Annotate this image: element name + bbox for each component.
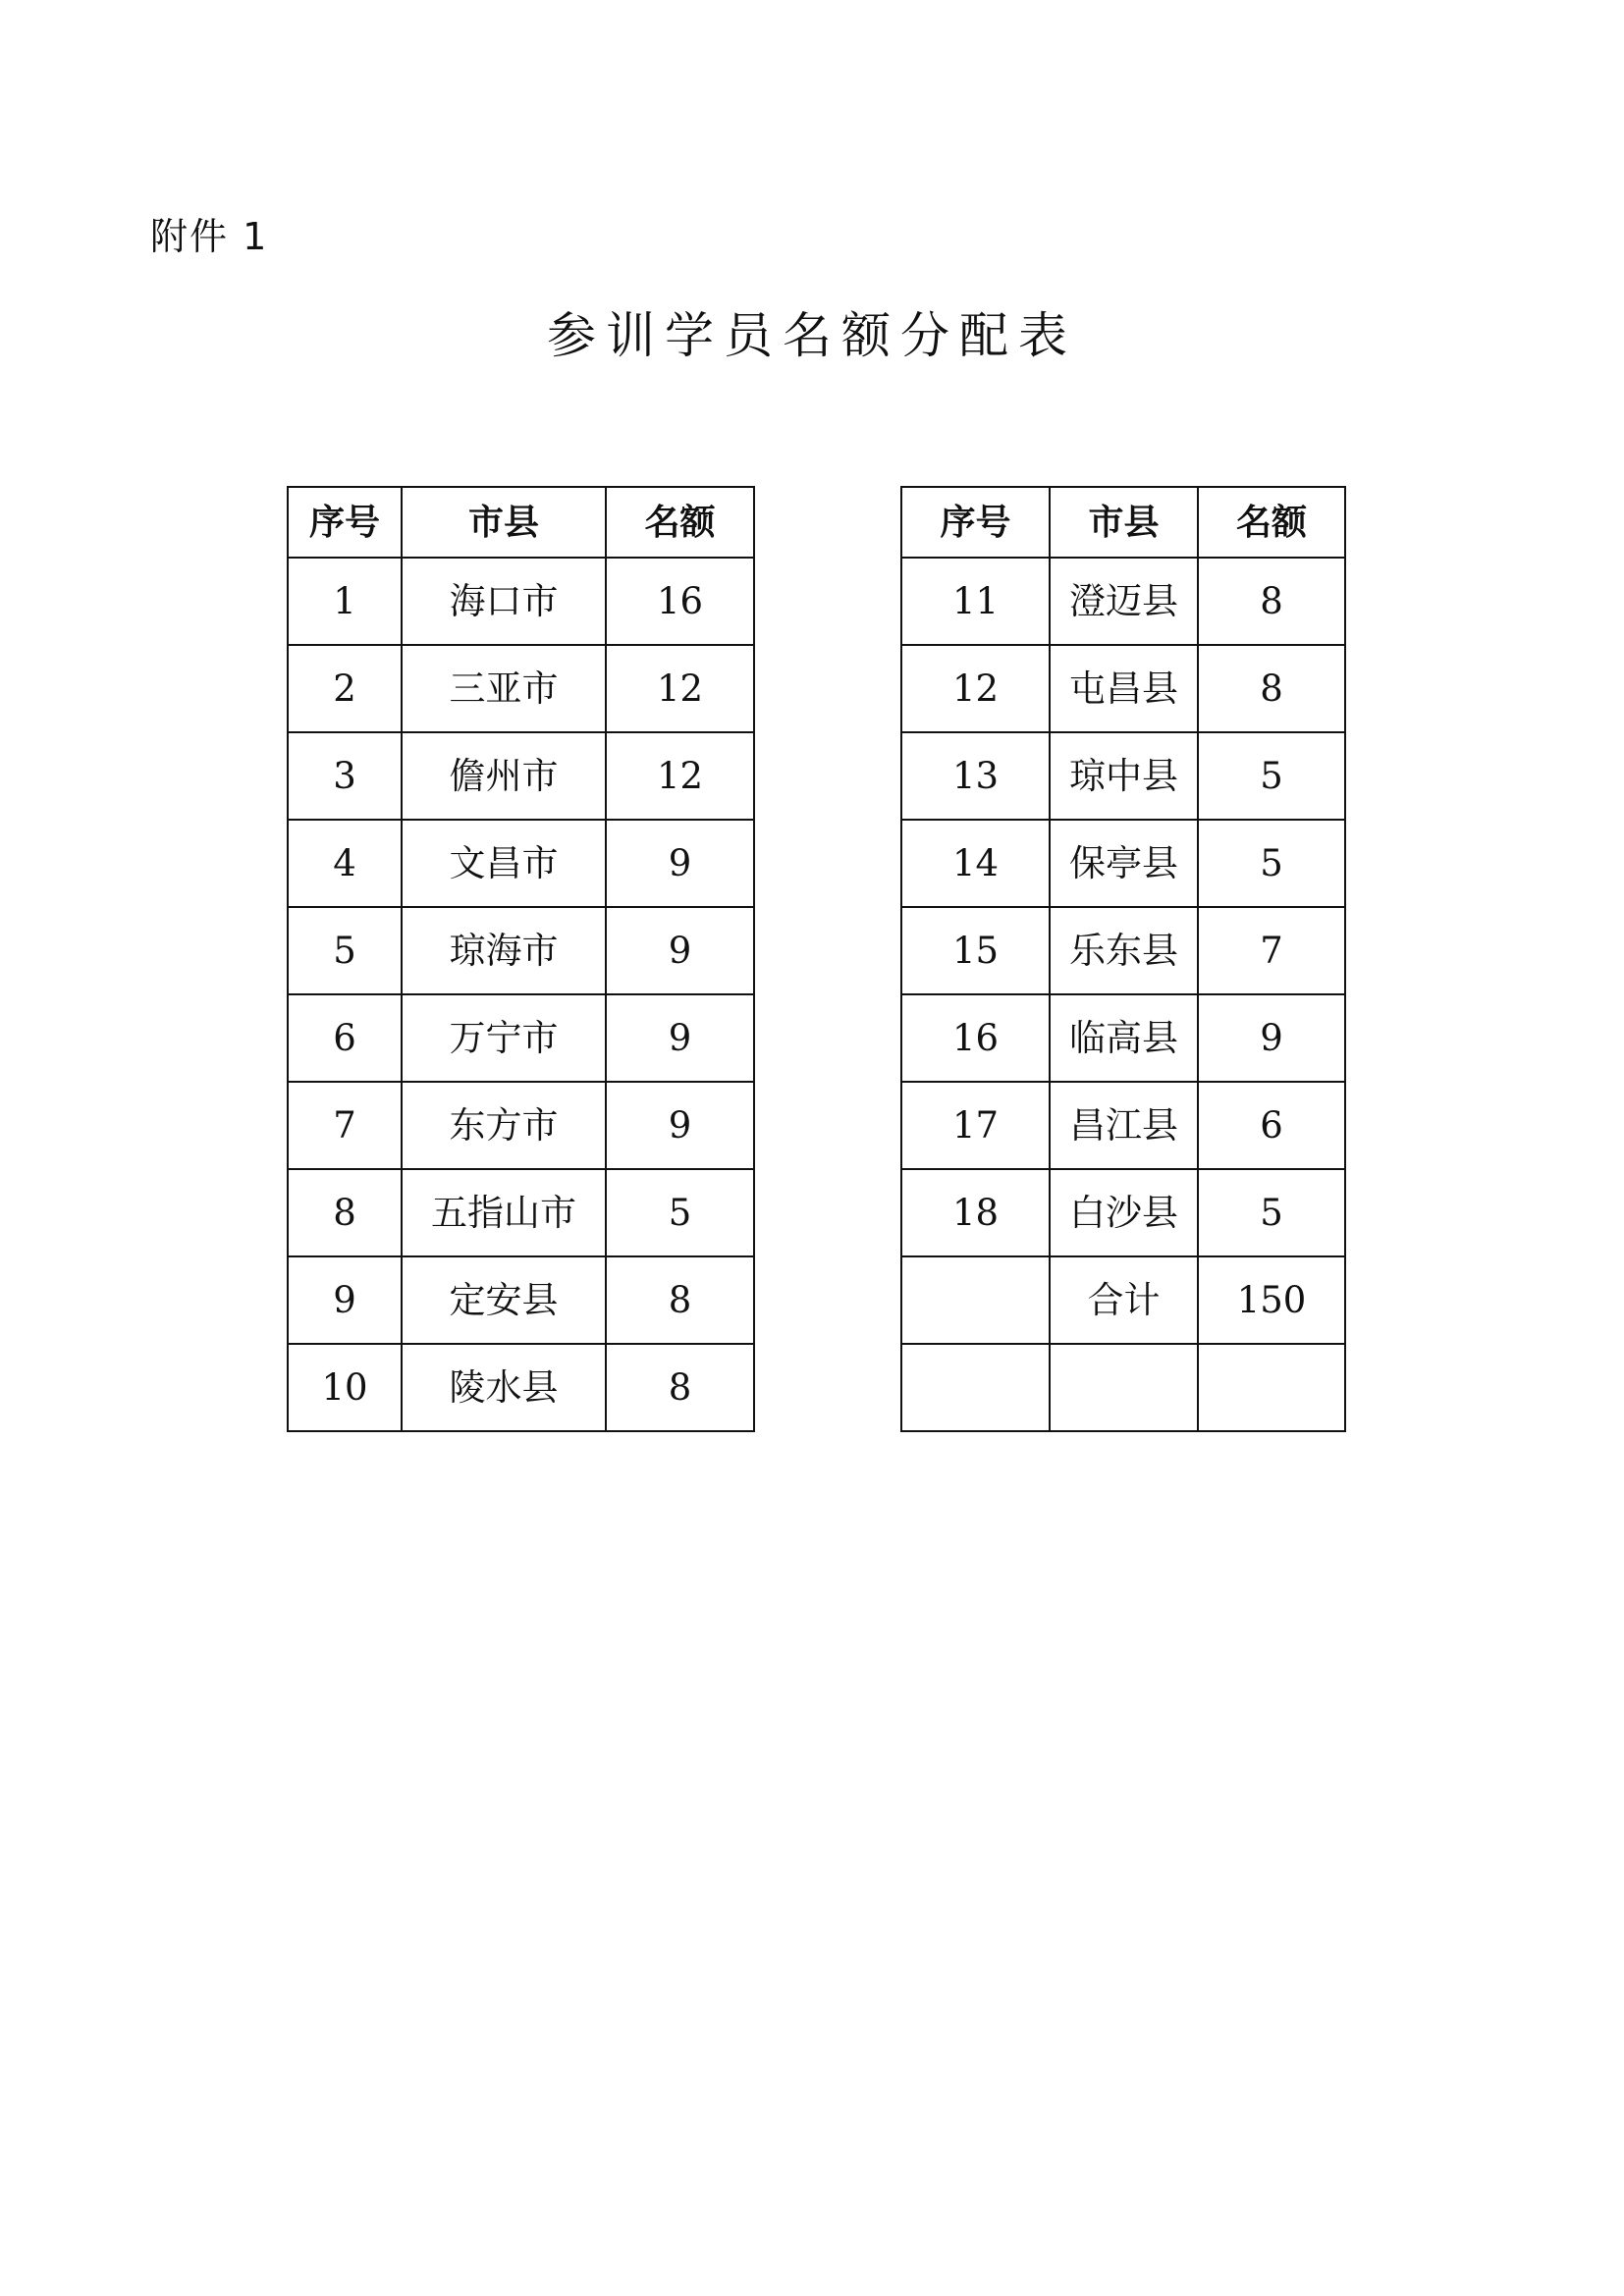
table-row — [288, 1169, 754, 1256]
cell-county: 琼海市 — [402, 907, 606, 994]
table-header-row — [901, 487, 1345, 558]
cell-seq: 5 — [288, 907, 402, 994]
cell-quota: 8 — [1198, 558, 1345, 645]
cell-county: 海口市 — [402, 558, 606, 645]
table-row — [901, 1082, 1345, 1169]
header-county: 市县 — [402, 487, 606, 558]
cell-county: 三亚市 — [402, 645, 606, 732]
cell-seq: 4 — [288, 820, 402, 907]
cell-county: 白沙县 — [1050, 1169, 1198, 1256]
cell-empty — [901, 1344, 1050, 1431]
cell-county: 文昌市 — [402, 820, 606, 907]
cell-county: 五指山市 — [402, 1169, 606, 1256]
table-row — [288, 994, 754, 1082]
cell-seq: 10 — [288, 1344, 402, 1431]
cell-county: 东方市 — [402, 1082, 606, 1169]
cell-quota: 16 — [606, 558, 754, 645]
cell-quota: 9 — [1198, 994, 1345, 1082]
cell-county: 昌江县 — [1050, 1082, 1198, 1169]
cell-seq: 18 — [901, 1169, 1050, 1256]
cell-quota: 9 — [606, 820, 754, 907]
cell-county: 临高县 — [1050, 994, 1198, 1082]
table-row — [901, 994, 1345, 1082]
cell-quota: 7 — [1198, 907, 1345, 994]
page-title: 参训学员名额分配表 — [547, 307, 1077, 364]
header-quota: 名额 — [606, 487, 754, 558]
cell-quota: 9 — [606, 994, 754, 1082]
cell-quota: 6 — [1198, 1082, 1345, 1169]
cell-empty — [1198, 1344, 1345, 1431]
cell-quota: 12 — [606, 732, 754, 820]
cell-county: 乐东县 — [1050, 907, 1198, 994]
cell-seq: 12 — [901, 645, 1050, 732]
cell-county: 屯昌县 — [1050, 645, 1198, 732]
cell-quota: 8 — [606, 1344, 754, 1431]
table-total-row — [901, 1256, 1345, 1344]
cell-quota: 9 — [606, 907, 754, 994]
cell-quota: 5 — [1198, 1169, 1345, 1256]
cell-seq: 9 — [288, 1256, 402, 1344]
cell-quota: 5 — [1198, 820, 1345, 907]
table-row — [288, 907, 754, 994]
table-row — [901, 732, 1345, 820]
cell-county: 澄迈县 — [1050, 558, 1198, 645]
table-header-row — [288, 487, 754, 558]
cell-seq — [901, 1256, 1050, 1344]
cell-seq: 2 — [288, 645, 402, 732]
cell-seq: 7 — [288, 1082, 402, 1169]
cell-county: 定安县 — [402, 1256, 606, 1344]
table-row — [288, 558, 754, 645]
cell-seq: 1 — [288, 558, 402, 645]
header-seq: 序号 — [288, 487, 402, 558]
table-row — [901, 1169, 1345, 1256]
table-empty-row — [901, 1344, 1345, 1431]
cell-quota: 12 — [606, 645, 754, 732]
cell-empty — [1050, 1344, 1198, 1431]
cell-county: 儋州市 — [402, 732, 606, 820]
cell-quota: 9 — [606, 1082, 754, 1169]
cell-seq: 11 — [901, 558, 1050, 645]
cell-seq: 14 — [901, 820, 1050, 907]
cell-quota: 5 — [606, 1169, 754, 1256]
cell-seq: 16 — [901, 994, 1050, 1082]
cell-seq: 15 — [901, 907, 1050, 994]
quota-table-left — [287, 486, 755, 1432]
cell-total-label: 合计 — [1050, 1256, 1198, 1344]
table-row — [288, 820, 754, 907]
table-row — [288, 1344, 754, 1431]
cell-seq: 13 — [901, 732, 1050, 820]
cell-quota: 8 — [606, 1256, 754, 1344]
header-quota: 名额 — [1198, 487, 1345, 558]
cell-county: 琼中县 — [1050, 732, 1198, 820]
cell-county: 陵水县 — [402, 1344, 606, 1431]
attachment-label: 附件 1 — [150, 215, 269, 258]
header-county: 市县 — [1050, 487, 1198, 558]
table-row — [901, 907, 1345, 994]
cell-quota: 8 — [1198, 645, 1345, 732]
cell-seq: 3 — [288, 732, 402, 820]
cell-seq: 8 — [288, 1169, 402, 1256]
cell-county: 保亭县 — [1050, 820, 1198, 907]
table-row — [288, 645, 754, 732]
table-row — [288, 1082, 754, 1169]
table-row — [288, 732, 754, 820]
cell-county: 万宁市 — [402, 994, 606, 1082]
table-row — [901, 820, 1345, 907]
cell-quota: 5 — [1198, 732, 1345, 820]
table-row — [901, 558, 1345, 645]
cell-seq: 6 — [288, 994, 402, 1082]
table-row — [288, 1256, 754, 1344]
header-seq: 序号 — [901, 487, 1050, 558]
cell-seq: 17 — [901, 1082, 1050, 1169]
quota-table-right — [900, 486, 1346, 1432]
table-row — [901, 645, 1345, 732]
cell-total-value: 150 — [1198, 1256, 1345, 1344]
